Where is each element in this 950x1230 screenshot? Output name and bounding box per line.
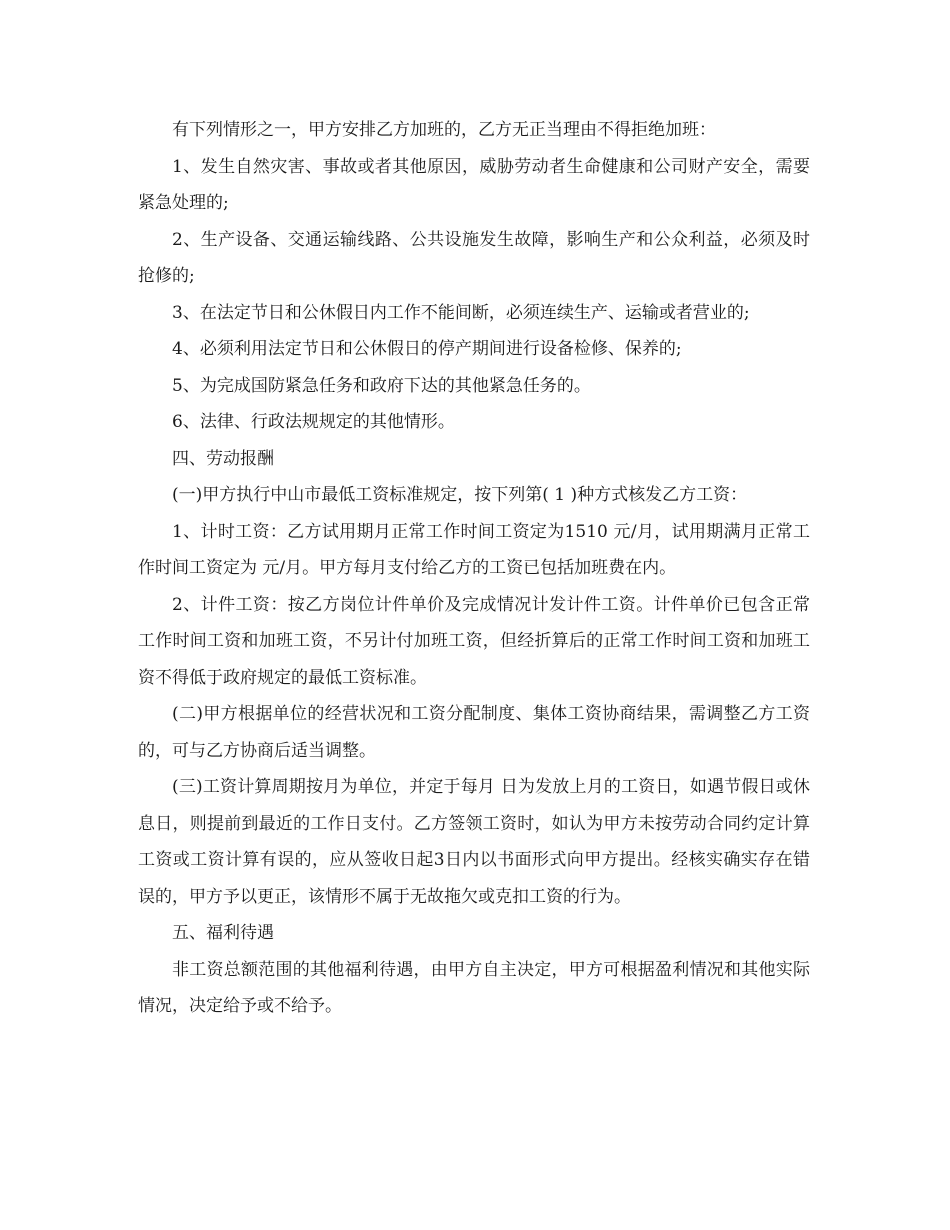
paragraph-wage-standard: (一)甲方执行中山市最低工资标准规定，按下列第( 1 )种方式核发乙方工资： (172, 485, 748, 505)
paragraph-benefits: 非工资总额范围的其他福利待遇，由甲方自主决定，甲方可根据盈利情况和其他实际情况，决定给予或不给予。 (138, 959, 810, 1016)
paragraph-overtime-item-4: 4、必须利用法定节日和公休假日的停产期间进行设备检修、保养的; (172, 339, 682, 359)
section-heading-benefits: 五、福利待遇 (172, 923, 274, 943)
paragraph-wage-payment-cycle: (三)工资计算周期按月为单位，并定于每月 日为发放上月的工资日，如遇节假日或休息日，则提前到最近的工作日支付。乙方签领工资时，如认为甲方未按劳动合同约定计算工资或工资计算有误的，应从签收日起3日内以书面形式向甲方提出。经核实确实存在错误的，甲方予以更正，该情形不属于无故拖欠或克扣工资的行为。 (138, 777, 810, 907)
paragraph-hourly-wage: 1、计时工资：乙方试用期月正常工作时间工资定为1510 元/月，试用期满月正常工作时间工资定为 元/月。甲方每月支付给乙方的工资已包括加班费在内。 (138, 521, 810, 578)
document-body (138, 112, 810, 1025)
section-heading-remuneration: 四、劳动报酬 (172, 448, 274, 469)
paragraph-overtime-item-6: 6、法律、行政法规规定的其他情形。 (172, 412, 455, 432)
paragraph-overtime-item-1: 1、发生自然灾害、事故或者其他原因，威胁劳动者生命健康和公司财产安全，需要紧急处理的; (138, 156, 810, 213)
paragraph-overtime-item-5: 5、为完成国防紧急任务和政府下达的其他紧急任务的。 (172, 375, 591, 396)
paragraph-overtime-item-3: 3、在法定节日和公休假日内工作不能间断，必须连续生产、运输或者营业的; (172, 302, 750, 323)
paragraph-piece-wage: 2、计件工资：按乙方岗位计件单价及完成情况计发计件工资。计件单价已包含正常工作时间工资和加班工资，不另计付加班工资，但经折算后的正常工作时间工资和加班工资不得低于政府规定的最低工资标准。 (138, 594, 810, 688)
paragraph-overtime-intro: 有下列情形之一，甲方安排乙方加班的，乙方无正当理由不得拒绝加班： (172, 120, 716, 140)
paragraph-wage-adjustment: (二)甲方根据单位的经营状况和工资分配制度、集体工资协商结果，需调整乙方工资的，可与乙方协商后适当调整。 (138, 704, 810, 761)
paragraph-overtime-item-2: 2、生产设备、交通运输线路、公共设施发生故障，影响生产和公众利益，必须及时抢修的; (138, 229, 810, 286)
